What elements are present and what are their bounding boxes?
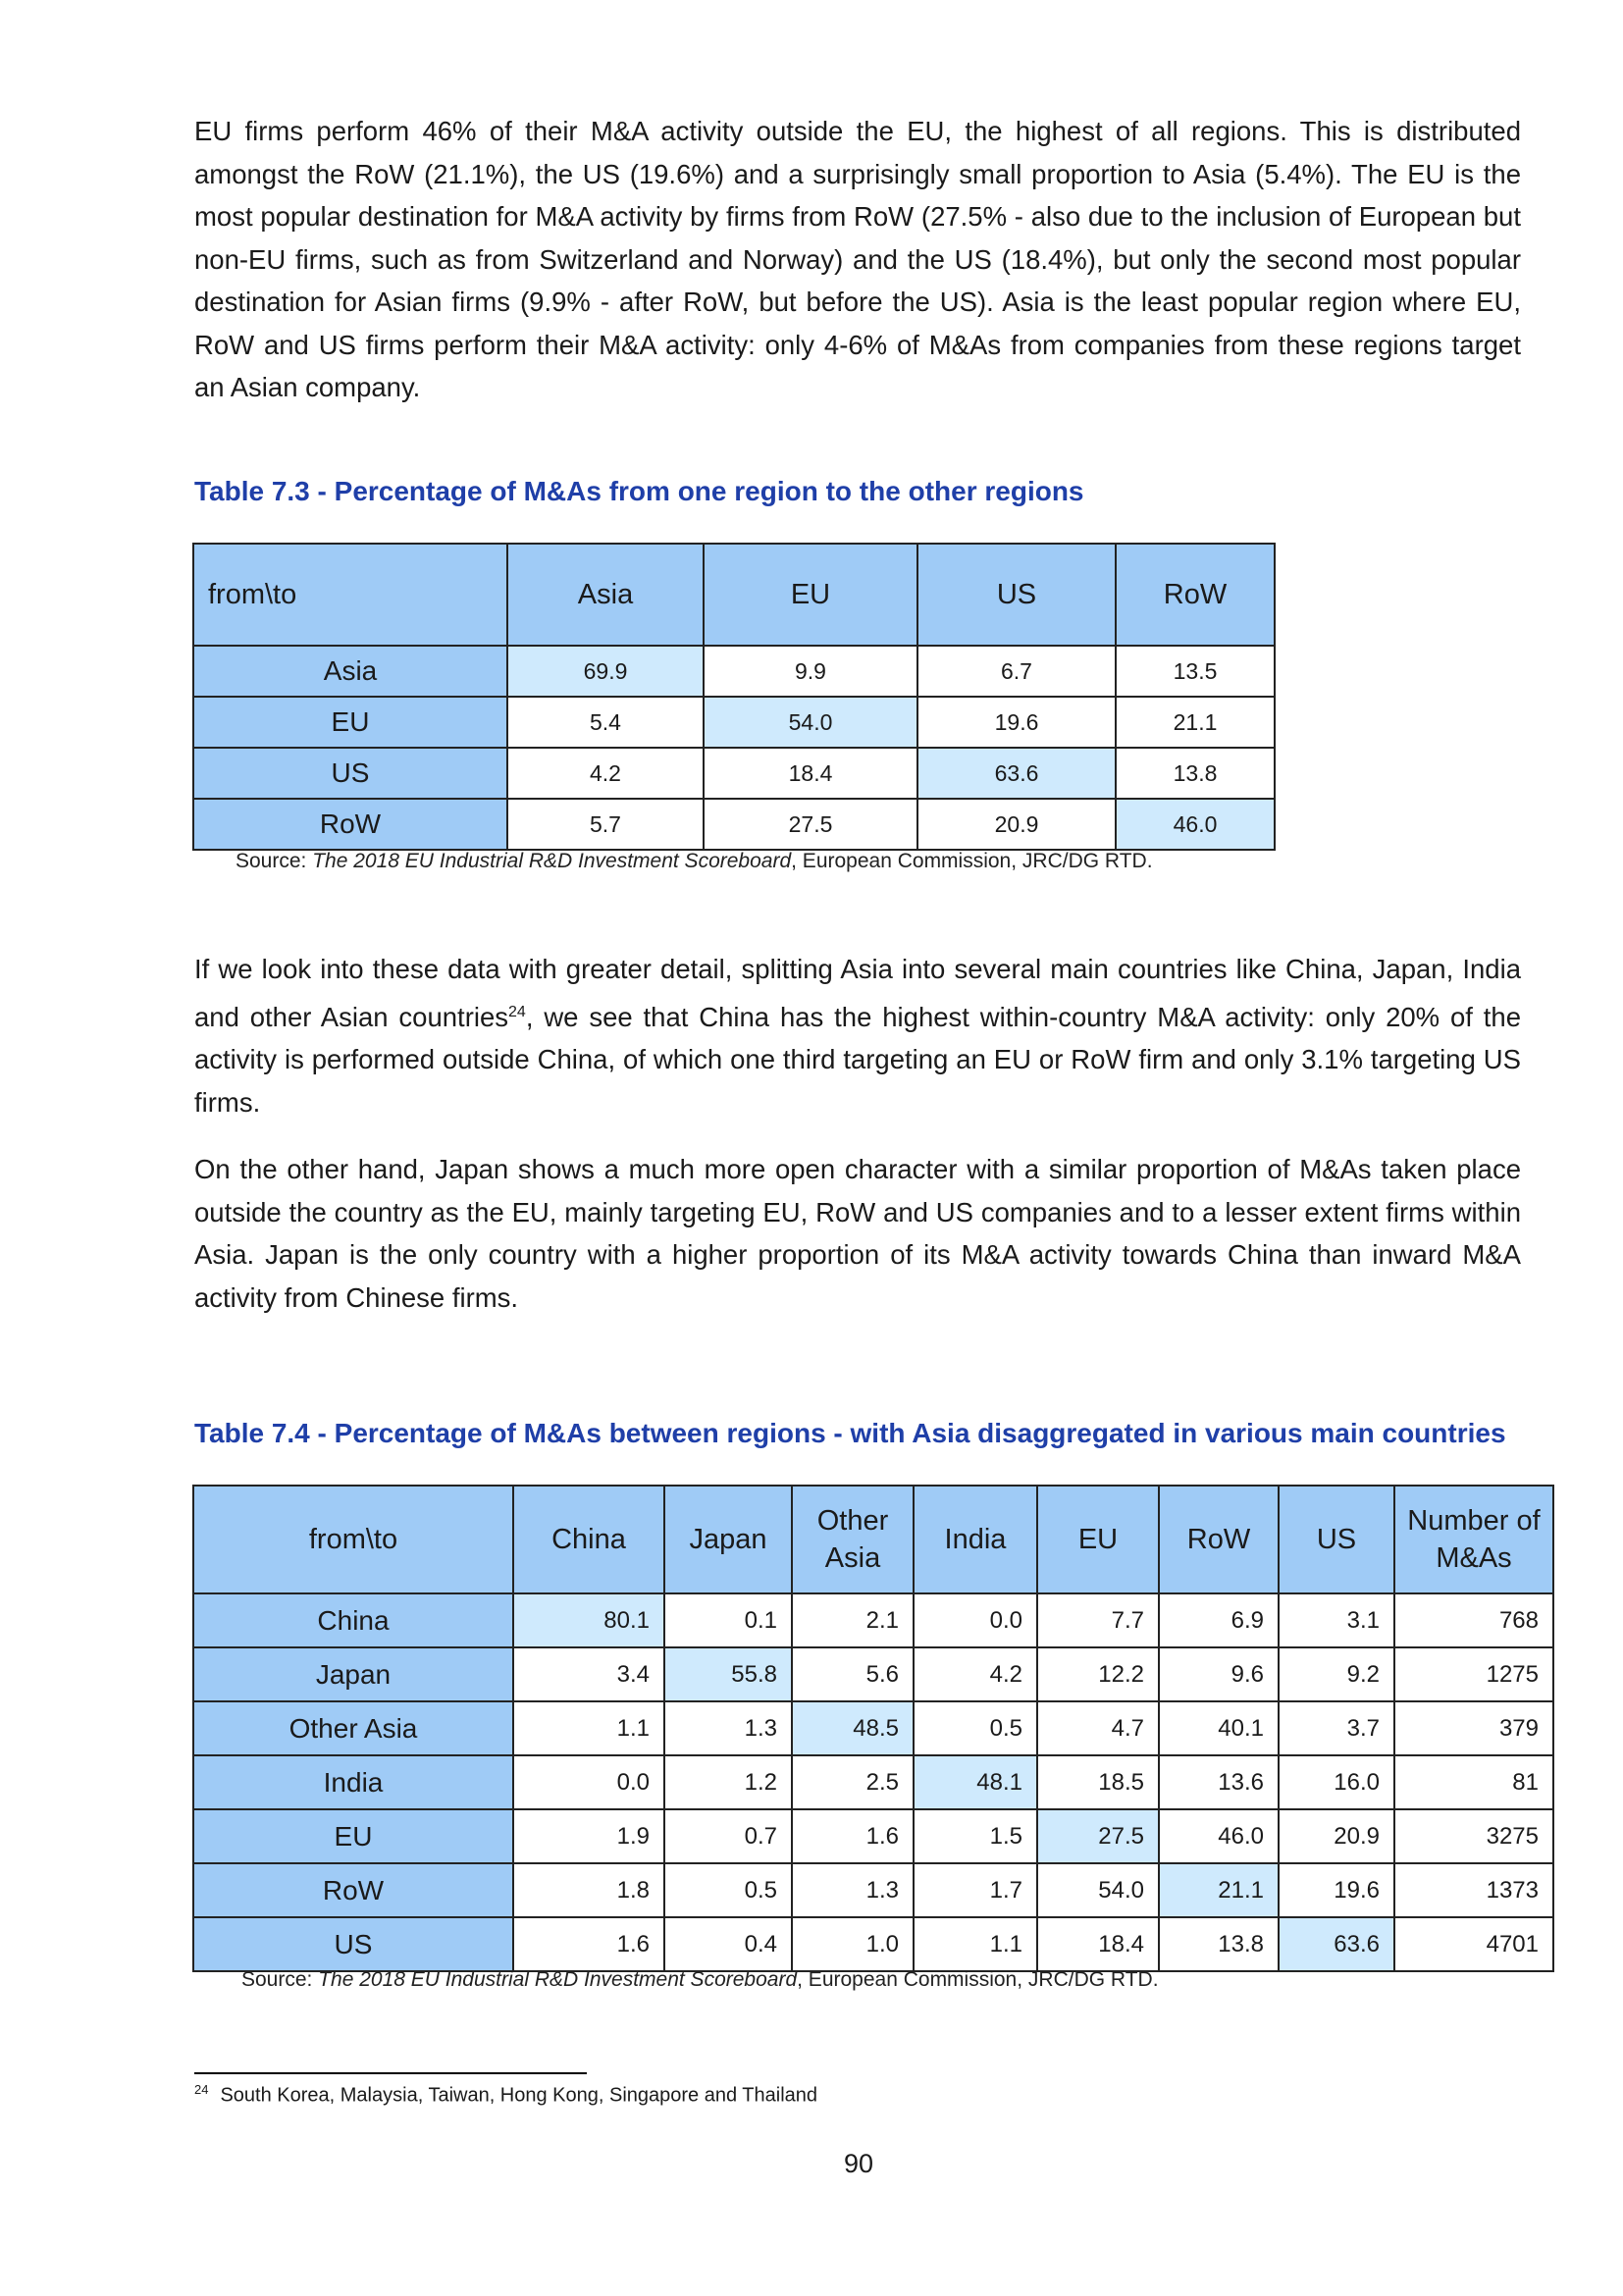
table-cell: 7.7 (1037, 1593, 1159, 1647)
table-7-4-source (241, 1968, 1159, 1992)
table-cell: 20.9 (1279, 1809, 1394, 1863)
table-7-4-caption: Table 7.4 - Percentage of M&As between regions - with Asia disaggregated in various main countries (194, 1418, 1506, 1448)
table-7-4-col-other-asia: Other Asia (792, 1486, 914, 1593)
table-cell: 27.5 (704, 799, 917, 850)
table-cell: 1.1 (914, 1917, 1037, 1971)
row-label: EU (193, 697, 507, 748)
table-cell: 5.7 (507, 799, 704, 850)
table-7-4-header-row (193, 1486, 1553, 1593)
paragraph-1: EU firms perform 46% of their M&A activity outside the EU, the highest of all regions. This is distributed amongst the RoW (21.1%), the US (19.6%) and a surprisingly small proportion to Asia (5.4%). The EU is the most popular destination for M&A activity by firms from RoW (27.5% - also due to the inclusion of European but non-EU firms, such as from Switzerland and Norway) and the US (18.4%), but only the second most popular destination for Asian firms (9.9% - after RoW, but before the US). Asia is the least popular region where EU, RoW and US firms perform their M&A activity: only 4-6% of M&As from companies from these regions target an Asian company. (194, 116, 1521, 402)
table-cell: 12.2 (1037, 1647, 1159, 1701)
table-row (193, 748, 1275, 799)
table-cell: 0.0 (914, 1593, 1037, 1647)
table-cell: 13.5 (1116, 646, 1275, 697)
table-cell: 3.4 (513, 1647, 664, 1701)
table-cell: 0.1 (664, 1593, 792, 1647)
source-suffix: , European Commission, JRC/DG RTD. (797, 1968, 1159, 1991)
table-row (193, 1809, 1553, 1863)
table-cell: 2.1 (792, 1593, 914, 1647)
table-row (193, 697, 1275, 748)
table-cell: 4.2 (507, 748, 704, 799)
table-cell: 1.3 (664, 1701, 792, 1755)
table-cell: 1.0 (792, 1917, 914, 1971)
table-row (193, 1917, 1553, 1971)
table-cell: 13.8 (1116, 748, 1275, 799)
table-cell: 13.6 (1159, 1755, 1279, 1809)
table-row (193, 646, 1275, 697)
table-cell: 81 (1394, 1755, 1553, 1809)
table-row (193, 1701, 1553, 1755)
table-cell: 54.0 (1037, 1863, 1159, 1917)
table-cell: 13.8 (1159, 1917, 1279, 1971)
table-cell: 1373 (1394, 1863, 1553, 1917)
source-title: The 2018 EU Industrial R&D Investment Scoreboard (318, 1968, 798, 1991)
table-cell: 54.0 (704, 697, 917, 748)
row-label: Asia (193, 646, 507, 697)
table-row (193, 1593, 1553, 1647)
table-cell: 1.2 (664, 1755, 792, 1809)
paragraph-2-text-b: , we see that China has the highest within-country M&A activity: only 20% of the activity is performed outside China, of which one third targeting an EU or RoW firm and only 3.1% targeting US firms. (194, 1001, 1522, 1118)
table-cell: 5.4 (507, 697, 704, 748)
table-cell: 6.9 (1159, 1593, 1279, 1647)
table-cell: 768 (1394, 1593, 1553, 1647)
table-row (193, 799, 1275, 850)
table-7-3-col-us: US (917, 544, 1116, 646)
table-7-3 (192, 543, 1276, 851)
table-7-3-corner: from\to (193, 544, 507, 646)
table-7-4-col-china: China (513, 1486, 664, 1593)
table-cell: 4701 (1394, 1917, 1553, 1971)
table-7-4-col-number: Number of M&As (1394, 1486, 1553, 1593)
table-cell: 48.1 (914, 1755, 1037, 1809)
row-label: India (193, 1755, 513, 1809)
table-cell: 0.4 (664, 1917, 792, 1971)
row-label: US (193, 1917, 513, 1971)
table-7-4 (192, 1485, 1554, 1972)
table-cell: 18.4 (1037, 1917, 1159, 1971)
paragraph-3: On the other hand, Japan shows a much more open character with a similar proportion of M&As taken place outside the country as the EU, mainly targeting EU, RoW and US companies and to a lesser extent firms within Asia. Japan is the only country with a higher proportion of its M&A activity towards China than inward M&A activity from Chinese firms. (194, 1154, 1521, 1313)
table-7-4-corner: from\to (193, 1486, 513, 1593)
table-7-4-col-japan: Japan (664, 1486, 792, 1593)
table-row (193, 1755, 1553, 1809)
table-cell: 1.6 (792, 1809, 914, 1863)
table-7-4-col-us: US (1279, 1486, 1394, 1593)
table-cell: 1.6 (513, 1917, 664, 1971)
table-cell: 46.0 (1159, 1809, 1279, 1863)
table-cell: 6.7 (917, 646, 1116, 697)
table-7-3-caption: Table 7.3 - Percentage of M&As from one region to the other regions (194, 476, 1084, 506)
table-cell: 48.5 (792, 1701, 914, 1755)
table-cell: 16.0 (1279, 1755, 1394, 1809)
table-cell: 1.7 (914, 1863, 1037, 1917)
footnote-divider (194, 2072, 587, 2074)
table-cell: 0.7 (664, 1809, 792, 1863)
table-cell: 1275 (1394, 1647, 1553, 1701)
table-cell: 1.9 (513, 1809, 664, 1863)
source-prefix: Source: (241, 1968, 319, 1991)
source-prefix: Source: (236, 850, 313, 872)
paragraph-2-text-a: If we look into these data with greater detail, splitting Asia into several main countries like China, Japan, India and other Asian countries (194, 954, 1521, 1032)
table-cell: 5.6 (792, 1647, 914, 1701)
table-cell: 2.5 (792, 1755, 914, 1809)
table-row (193, 1647, 1553, 1701)
table-cell: 63.6 (1279, 1917, 1394, 1971)
table-7-3-source (236, 850, 1153, 873)
source-suffix: , European Commission, JRC/DG RTD. (791, 850, 1153, 872)
table-cell: 18.5 (1037, 1755, 1159, 1809)
footnote (194, 2082, 817, 2108)
table-cell: 80.1 (513, 1593, 664, 1647)
table-cell: 4.2 (914, 1647, 1037, 1701)
table-cell: 9.2 (1279, 1647, 1394, 1701)
table-cell: 1.1 (513, 1701, 664, 1755)
table-cell: 9.6 (1159, 1647, 1279, 1701)
footnote-text: South Korea, Malaysia, Taiwan, Hong Kong, Singapore and Thailand (220, 2084, 818, 2107)
table-cell: 21.1 (1159, 1863, 1279, 1917)
source-title: The 2018 EU Industrial R&D Investment Scoreboard (312, 850, 792, 872)
table-7-4-col-india: India (914, 1486, 1037, 1593)
table-7-3-header-row (193, 544, 1275, 646)
table-cell: 1.8 (513, 1863, 664, 1917)
paragraph-2 (194, 948, 1521, 1123)
table-row (193, 1863, 1553, 1917)
table-cell: 19.6 (917, 697, 1116, 748)
table-cell: 18.4 (704, 748, 917, 799)
table-cell: 27.5 (1037, 1809, 1159, 1863)
table-cell: 9.9 (704, 646, 917, 697)
table-cell: 46.0 (1116, 799, 1275, 850)
table-cell: 0.5 (914, 1701, 1037, 1755)
table-7-3-col-row: RoW (1116, 544, 1275, 646)
table-cell: 0.5 (664, 1863, 792, 1917)
table-cell: 0.0 (513, 1755, 664, 1809)
table-cell: 21.1 (1116, 697, 1275, 748)
footnote-ref: 24 (508, 1003, 526, 1020)
table-cell: 379 (1394, 1701, 1553, 1755)
row-label: EU (193, 1809, 513, 1863)
row-label: US (193, 748, 507, 799)
row-label: Japan (193, 1647, 513, 1701)
table-cell: 63.6 (917, 748, 1116, 799)
footnote-number: 24 (194, 2082, 209, 2097)
row-label: Other Asia (193, 1701, 513, 1755)
table-cell: 3.1 (1279, 1593, 1394, 1647)
table-7-4-col-row: RoW (1159, 1486, 1279, 1593)
table-7-3-col-asia: Asia (507, 544, 704, 646)
page-number: 90 (843, 2149, 874, 2178)
table-cell: 3.7 (1279, 1701, 1394, 1755)
table-cell: 20.9 (917, 799, 1116, 850)
row-label: China (193, 1593, 513, 1647)
table-7-3-col-eu: EU (704, 544, 917, 646)
table-cell: 1.5 (914, 1809, 1037, 1863)
row-label: RoW (193, 1863, 513, 1917)
table-cell: 55.8 (664, 1647, 792, 1701)
table-cell: 3275 (1394, 1809, 1553, 1863)
table-cell: 69.9 (507, 646, 704, 697)
table-cell: 19.6 (1279, 1863, 1394, 1917)
table-cell: 1.3 (792, 1863, 914, 1917)
table-cell: 40.1 (1159, 1701, 1279, 1755)
table-cell: 4.7 (1037, 1701, 1159, 1755)
table-7-4-col-eu: EU (1037, 1486, 1159, 1593)
row-label: RoW (193, 799, 507, 850)
